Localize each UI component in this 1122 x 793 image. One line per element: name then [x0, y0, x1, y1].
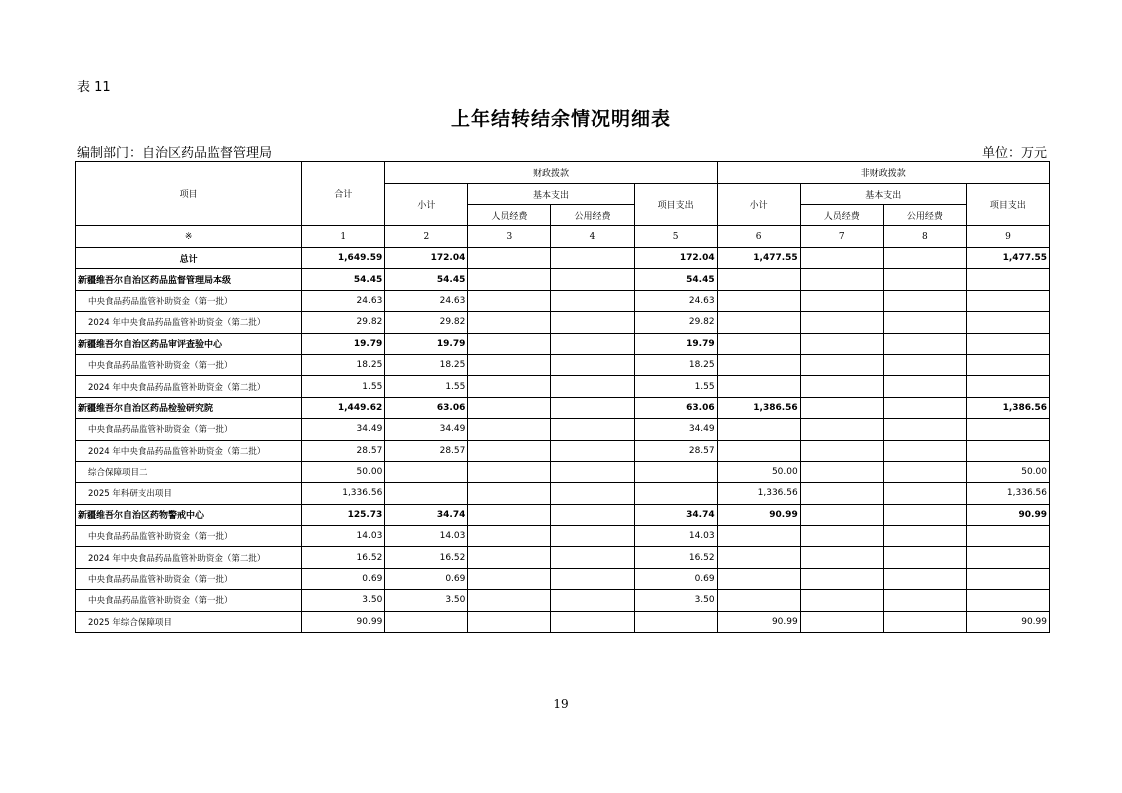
row-value [468, 333, 551, 354]
row-value [883, 333, 966, 354]
row-value [468, 461, 551, 482]
row-value [717, 547, 800, 568]
row-name: 综合保障项目二 [76, 461, 302, 482]
row-value: 19.79 [302, 333, 385, 354]
row-value [385, 611, 468, 632]
row-value [468, 611, 551, 632]
row-value [800, 419, 883, 440]
row-name: 2024 年中央食品药品监管补助资金（第二批） [76, 312, 302, 333]
row-value [468, 419, 551, 440]
row-value: 29.82 [634, 312, 717, 333]
header-fiscal-subtotal: 小计 [385, 184, 468, 226]
row-value [966, 440, 1049, 461]
table-row [76, 290, 1050, 311]
row-value [468, 526, 551, 547]
row-value [717, 590, 800, 611]
row-value [800, 248, 883, 269]
row-value: 54.45 [634, 269, 717, 290]
row-value [966, 568, 1049, 589]
header-nonfiscal-subtotal: 小计 [717, 184, 800, 226]
row-value: 63.06 [634, 397, 717, 418]
row-value: 90.99 [717, 504, 800, 525]
row-value [800, 440, 883, 461]
row-name: 2025 年综合保障项目 [76, 611, 302, 632]
row-value [551, 312, 634, 333]
row-value [800, 269, 883, 290]
row-value: 16.52 [634, 547, 717, 568]
row-value [800, 354, 883, 375]
row-value: 1,386.56 [966, 397, 1049, 418]
page-number: 19 [553, 697, 569, 711]
row-value [551, 397, 634, 418]
row-value [468, 547, 551, 568]
col-num: 9 [966, 226, 1049, 248]
row-value [966, 312, 1049, 333]
row-value: 16.52 [302, 547, 385, 568]
row-value: 24.63 [385, 290, 468, 311]
row-value [883, 568, 966, 589]
table-row [76, 312, 1050, 333]
header-fiscal-basic: 基本支出 [468, 184, 634, 205]
row-value: 1,336.56 [966, 483, 1049, 504]
col-num: 6 [717, 226, 800, 248]
row-value: 18.25 [634, 354, 717, 375]
row-value: 172.04 [634, 248, 717, 269]
header-project: 项目 [76, 162, 302, 226]
row-value [966, 333, 1049, 354]
row-name: 新疆维吾尔自治区药品检验研究院 [76, 397, 302, 418]
row-name: 2025 年科研支出项目 [76, 483, 302, 504]
row-value: 1.55 [385, 376, 468, 397]
row-value [800, 526, 883, 547]
row-value [800, 590, 883, 611]
row-value [966, 419, 1049, 440]
row-value [883, 290, 966, 311]
row-value: 16.52 [385, 547, 468, 568]
row-value [551, 440, 634, 461]
row-value [551, 419, 634, 440]
row-name: 中央食品药品监管补助资金（第一批） [76, 526, 302, 547]
header-total: 合计 [302, 162, 385, 226]
row-value [717, 269, 800, 290]
table-row [76, 419, 1050, 440]
row-value [883, 483, 966, 504]
row-value [385, 483, 468, 504]
header-fiscal-project: 项目支出 [634, 184, 717, 226]
unit-label: 单位：万元 [981, 146, 1047, 161]
row-value: 24.63 [634, 290, 717, 311]
row-name: 中央食品药品监管补助资金（第一批） [76, 354, 302, 375]
row-value: 1.55 [302, 376, 385, 397]
row-value [717, 440, 800, 461]
row-value: 1,336.56 [717, 483, 800, 504]
row-value [551, 504, 634, 525]
row-value: 0.69 [634, 568, 717, 589]
row-value [468, 440, 551, 461]
header-fiscal-personnel: 人员经费 [468, 205, 551, 226]
row-name: 2024 年中央食品药品监管补助资金（第二批） [76, 547, 302, 568]
col-num: 4 [551, 226, 634, 248]
row-value: 172.04 [385, 248, 468, 269]
col-num: 1 [302, 226, 385, 248]
row-value: 90.99 [302, 611, 385, 632]
row-value [883, 248, 966, 269]
row-value [883, 312, 966, 333]
row-value: 1,477.55 [717, 248, 800, 269]
row-value [883, 269, 966, 290]
row-value [551, 547, 634, 568]
row-value: 3.50 [634, 590, 717, 611]
table-row [76, 333, 1050, 354]
header-fiscal-public: 公用经费 [551, 205, 634, 226]
row-value: 34.74 [634, 504, 717, 525]
row-value: 1,336.56 [302, 483, 385, 504]
row-value: 63.06 [385, 397, 468, 418]
row-value: 18.25 [302, 354, 385, 375]
row-value [468, 397, 551, 418]
row-value [551, 483, 634, 504]
row-value [385, 461, 468, 482]
row-value: 90.99 [966, 504, 1049, 525]
row-value: 34.49 [385, 419, 468, 440]
row-value [800, 376, 883, 397]
row-value: 14.03 [302, 526, 385, 547]
table-row [76, 269, 1050, 290]
header-nonfiscal-project: 项目支出 [966, 184, 1049, 226]
row-value [634, 611, 717, 632]
row-value [717, 333, 800, 354]
carryover-table [75, 161, 1050, 633]
row-value [883, 397, 966, 418]
row-value: 24.63 [302, 290, 385, 311]
row-value: 50.00 [302, 461, 385, 482]
table-row [76, 504, 1050, 525]
row-value: 0.69 [302, 568, 385, 589]
table-row [76, 354, 1050, 375]
header-fiscal: 财政拨款 [385, 162, 717, 184]
row-name: 新疆维吾尔自治区药品监督管理局本级 [76, 269, 302, 290]
row-value [468, 312, 551, 333]
row-value [468, 354, 551, 375]
row-value [800, 290, 883, 311]
row-value [717, 312, 800, 333]
index-mark: ※ [76, 226, 302, 248]
row-name: 新疆维吾尔自治区药品审评查验中心 [76, 333, 302, 354]
row-value [551, 461, 634, 482]
row-value [717, 376, 800, 397]
row-value [800, 312, 883, 333]
row-value [468, 590, 551, 611]
row-value [468, 269, 551, 290]
col-num: 7 [800, 226, 883, 248]
row-value [966, 376, 1049, 397]
table-row [76, 590, 1050, 611]
row-value [800, 547, 883, 568]
row-value [717, 354, 800, 375]
row-value: 90.99 [717, 611, 800, 632]
row-value [966, 354, 1049, 375]
row-value: 34.74 [385, 504, 468, 525]
row-value [883, 526, 966, 547]
row-value: 54.45 [302, 269, 385, 290]
table-row [76, 547, 1050, 568]
col-num: 2 [385, 226, 468, 248]
row-value: 34.49 [634, 419, 717, 440]
row-value [883, 547, 966, 568]
col-num: 8 [883, 226, 966, 248]
table-row [76, 376, 1050, 397]
row-name: 2024 年中央食品药品监管补助资金（第二批） [76, 376, 302, 397]
row-value [468, 483, 551, 504]
row-value [883, 354, 966, 375]
row-value: 14.03 [385, 526, 468, 547]
row-value [800, 461, 883, 482]
row-name: 中央食品药品监管补助资金（第一批） [76, 290, 302, 311]
row-value [717, 568, 800, 589]
row-value: 1,649.59 [302, 248, 385, 269]
table-row [76, 568, 1050, 589]
row-value [634, 461, 717, 482]
row-value [468, 376, 551, 397]
row-value [966, 269, 1049, 290]
row-value [551, 590, 634, 611]
row-name: 新疆维吾尔自治区药物警戒中心 [76, 504, 302, 525]
row-value [966, 526, 1049, 547]
row-value: 0.69 [385, 568, 468, 589]
row-name: 中央食品药品监管补助资金（第一批） [76, 568, 302, 589]
table-row [76, 461, 1050, 482]
table-row [76, 483, 1050, 504]
column-index-row [76, 226, 1050, 248]
row-value [966, 547, 1049, 568]
row-value: 50.00 [966, 461, 1049, 482]
row-value [551, 290, 634, 311]
row-value [800, 333, 883, 354]
row-value: 3.50 [302, 590, 385, 611]
table-row [76, 526, 1050, 547]
row-value [966, 590, 1049, 611]
row-value [800, 504, 883, 525]
row-value [468, 568, 551, 589]
row-value: 1,449.62 [302, 397, 385, 418]
row-value [551, 269, 634, 290]
table-row [76, 397, 1050, 418]
row-value [966, 290, 1049, 311]
row-value [717, 290, 800, 311]
row-value: 14.03 [634, 526, 717, 547]
row-value [883, 611, 966, 632]
row-value [468, 290, 551, 311]
table-tag: 表 11 [77, 80, 111, 95]
row-name: 2024 年中央食品药品监管补助资金（第二批） [76, 440, 302, 461]
row-value: 54.45 [385, 269, 468, 290]
row-name: 中央食品药品监管补助资金（第一批） [76, 590, 302, 611]
col-num: 5 [634, 226, 717, 248]
row-name: 中央食品药品监管补助资金（第一批） [76, 419, 302, 440]
row-value: 50.00 [717, 461, 800, 482]
row-value [468, 504, 551, 525]
row-value [717, 419, 800, 440]
table-row [76, 440, 1050, 461]
row-value [551, 568, 634, 589]
table-row [76, 611, 1050, 632]
row-value [883, 376, 966, 397]
row-value [634, 483, 717, 504]
row-value [800, 483, 883, 504]
row-value: 125.73 [302, 504, 385, 525]
row-value [883, 504, 966, 525]
row-value: 29.82 [302, 312, 385, 333]
row-value: 28.57 [385, 440, 468, 461]
row-value [551, 611, 634, 632]
row-value: 1,477.55 [966, 248, 1049, 269]
page-title: 上年结转结余情况明细表 [450, 108, 671, 130]
row-value: 1,386.56 [717, 397, 800, 418]
row-value: 18.25 [385, 354, 468, 375]
row-value [551, 526, 634, 547]
row-value [468, 248, 551, 269]
department-label: 编制部门：自治区药品监督管理局 [77, 146, 273, 161]
row-value: 1.55 [634, 376, 717, 397]
row-value: 29.82 [385, 312, 468, 333]
row-value [551, 354, 634, 375]
header-nonfiscal: 非财政拨款 [717, 162, 1049, 184]
row-value: 28.57 [634, 440, 717, 461]
row-value [800, 611, 883, 632]
row-value: 3.50 [385, 590, 468, 611]
row-value [800, 568, 883, 589]
row-value [883, 419, 966, 440]
row-value: 28.57 [302, 440, 385, 461]
row-name: 总计 [76, 248, 302, 269]
row-value [800, 397, 883, 418]
row-value [551, 376, 634, 397]
header-nonfiscal-public: 公用经费 [883, 205, 966, 226]
header-nonfiscal-basic: 基本支出 [800, 184, 966, 205]
row-value: 19.79 [385, 333, 468, 354]
header-nonfiscal-personnel: 人员经费 [800, 205, 883, 226]
row-value [883, 590, 966, 611]
row-value: 34.49 [302, 419, 385, 440]
row-value [883, 461, 966, 482]
row-value [551, 248, 634, 269]
row-value [883, 440, 966, 461]
col-num: 3 [468, 226, 551, 248]
row-value: 90.99 [966, 611, 1049, 632]
row-value [551, 333, 634, 354]
row-value [717, 526, 800, 547]
table-row [76, 248, 1050, 269]
row-value: 19.79 [634, 333, 717, 354]
